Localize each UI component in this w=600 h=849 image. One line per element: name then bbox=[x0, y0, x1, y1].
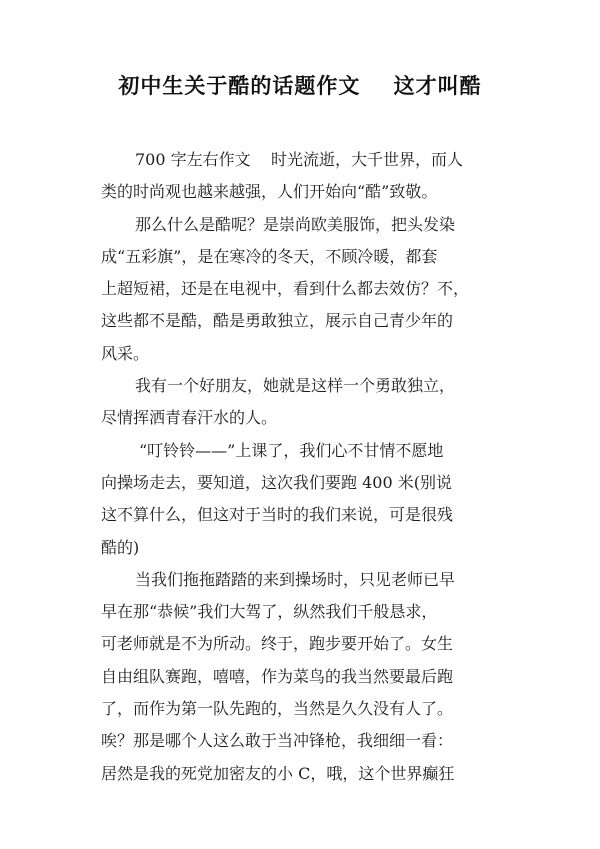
text-line: 700 字左右作文 时光流逝，大千世界，而人 bbox=[135, 150, 463, 169]
text-line: 这些都不是酷，酷是勇敢独立，展示自己青少年的 bbox=[101, 311, 454, 331]
text-line: 尽情挥洒青春汗水的人。 bbox=[101, 408, 278, 428]
text-line: 成“五彩旗”，是在寒冷的冬天，不顾冷暖，都套 bbox=[101, 246, 438, 266]
text-line: 居然是我的死党加密友的小 C，哦，这个世界癫狂 bbox=[101, 763, 455, 783]
text-line: 类的时尚观也越来越强，人们开始向“酷”致敬。 bbox=[101, 182, 438, 202]
text-line: 当我们拖拖踏踏的来到操场时，只见老师已早 bbox=[135, 569, 456, 589]
text-line: 这不算什么，但这对于当时的我们来说，可是很残 bbox=[101, 505, 454, 525]
document-title: 初中生关于酷的话题作文 这才叫酷 bbox=[118, 74, 482, 98]
essay-body bbox=[101, 144, 507, 790]
text-line: “叮铃铃——”上课了，我们心不甘情不愿地 bbox=[139, 440, 444, 460]
text-line: 上超短裙，还是在电视中，看到什么都去效仿？不， bbox=[101, 279, 470, 299]
text-line: 唉？那是哪个人这么敢于当冲锋枪，我细细一看： bbox=[101, 731, 454, 751]
text-line: 自由组队赛跑，嘻嘻，作为菜鸟的我当然要最后跑 bbox=[101, 666, 454, 686]
text-line: 早在那“恭候”我们大驾了，纵然我们千般恳求， bbox=[101, 602, 438, 622]
text-line: 向操场走去，要知道，这次我们要跑 400 米(别说 bbox=[101, 472, 452, 492]
text-line: 我有一个好朋友，她就是这样一个勇敢独立， bbox=[135, 376, 456, 396]
text-line: 那么什么是酷呢？是崇尚欧美服饰，把头发染 bbox=[135, 214, 456, 234]
text-line: 酷的) bbox=[101, 537, 140, 557]
text-line: 风采。 bbox=[101, 343, 150, 363]
text-line: 可老师就是不为所动。终于，跑步要开始了。女生 bbox=[101, 634, 454, 654]
text-line: 了，而作为第一队先跑的，当然是久久没有人了。 bbox=[101, 699, 454, 719]
